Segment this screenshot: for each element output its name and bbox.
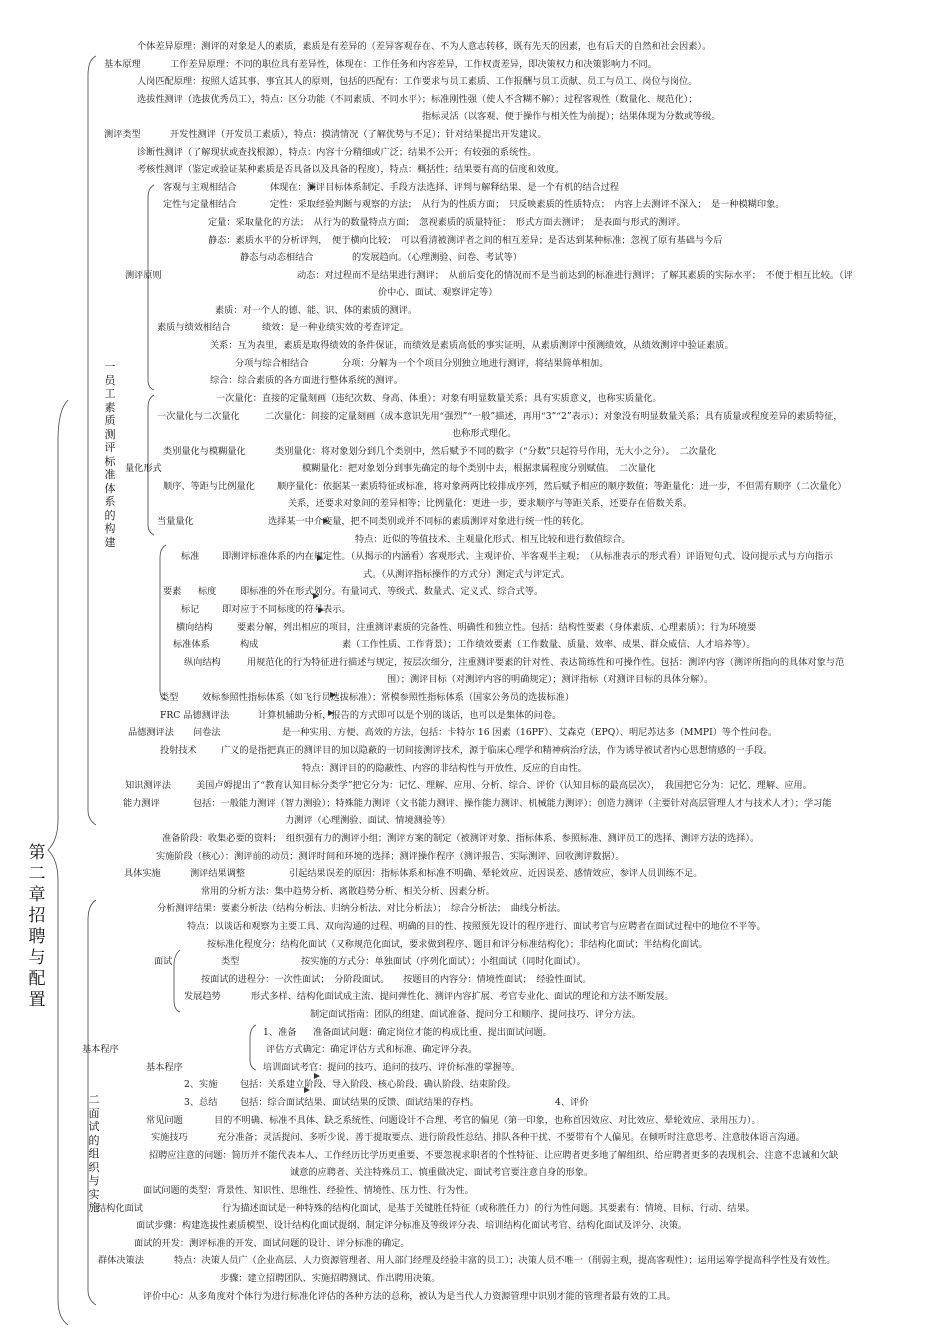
text-line: 定性：采取经验判断与观察的方法； 从行为的性质方面； 只反映素质的性质特点； 内容上去测评不深入； 是一种模糊印象。 xyxy=(270,199,785,210)
text-line: 即测评标准体系的内在规定性。（从揭示的内涵看）客观形式、主观评价、半客观半主观； （从标准表示的形式看）评语短句式、设问提示式与方向指示 xyxy=(222,551,833,562)
text-line: 静态与动态相结合 xyxy=(240,252,314,263)
text-line: 发展趋势 xyxy=(184,991,221,1002)
text-line: 面试 xyxy=(154,956,173,967)
text-line: 准备面试问题：确定岗位才能的构成比重、提出面试问题。 xyxy=(313,1027,552,1038)
text-line: 关系：互为表里，素质是取得绩效的条件保证，而绩效是素质高低的事实证明，从素质测评中预测绩效，从绩效测评中验证素质。 xyxy=(210,340,734,351)
text-line: 4、评价 xyxy=(555,1097,589,1108)
text-line: 一次量化与二次量化 xyxy=(157,411,240,422)
text-line: 要素 xyxy=(163,586,182,597)
text-line: 包括：综合面试结果、面试结果的反馈、面试结果的存档。 xyxy=(240,1097,479,1108)
text-line: 考核性测评（鉴定或验证某种素质是否具备以及具备的程度），特点：概括性；结果要有高的信度和效度。 xyxy=(137,164,565,175)
text-line: 制定面试指南：团队的组建、面试准备、提问分工和顺序、提问技巧、评分方法。 xyxy=(310,1009,641,1020)
text-line: 特点：决策人员广（企业高层、人力资源管理者、用人部门经理及经验丰富的员工）；决策人员不唯一（削弱主观，提高客观性）；运用运筹学提高科学性及有效性。 xyxy=(174,1255,836,1266)
text-line: 广义的是指把真正的测评目的加以隐蔽的一切间接测评技术，源于临床心理学和精神病治疗法，作为诱导被试者内心思想情感的一手段。 xyxy=(221,745,773,756)
text-line: 常用的分析方法：集中趋势分析、离散趋势分析、相关分析、因素分析。 xyxy=(201,886,495,897)
text-line: 1、准备 xyxy=(263,1027,297,1038)
text-line: 客观与主观相结合 xyxy=(163,182,237,193)
text-line: 工作差异原理：不同的职位具有差异性，体现在：工作任务和内容差异，工作权责差异，即决策权力和决策影响力不同。 xyxy=(170,59,657,70)
text-line: 2、实施 xyxy=(184,1079,218,1090)
text-line: 综合：综合素质的各方面进行整体系统的测评。 xyxy=(210,375,403,386)
text-line: 评估方式确定：确定评估方式和标准、确定评分表。 xyxy=(266,1044,478,1055)
text-line: 特点：以谈话和观察为主要工具、双向沟通的过程、明确的目的性、按照预先设计的程序进行、面试考官与应聘者在面试过程中的地位不平等。 xyxy=(187,921,766,932)
text-line: 按面试的进程分：一次性面试； 分阶段面试。 按题目的内容分：情境性面试； 经验性面试。 xyxy=(201,974,592,985)
text-line: 分项与综合相结合 xyxy=(235,358,309,369)
text-line: 式。（从测评指标操作的方式分）测定式与评定式。 xyxy=(363,569,570,580)
text-line: 开发性测评（开发员工素质），特点：摸清情况（了解优势与不足）；针对结果提出开发建议。 xyxy=(170,129,547,140)
text-line: 招聘应注意的问题：简历并不能代表本人、工作经历比学历更重要、不要忽视求职者的个性特征、让应聘者更多地了解组织、给应聘者更多的表现机会、注意不忠诚和欠缺 xyxy=(149,1150,839,1161)
text-line: 类型 xyxy=(160,692,179,703)
text-line: 充分准备；灵活提问、多听少说、善于提取要点、进行阶段性总结、排队各种干扰、不要带有个人偏见。在倾听时注意思考、注意肢体语言沟通。 xyxy=(217,1132,805,1143)
text-line: 力测评（心理测验、面试、情境测验等） xyxy=(285,815,451,826)
section1-title: 一员工素质测评标准体系的构建 xyxy=(104,360,116,549)
interview-brace xyxy=(174,950,180,1012)
text-line: 目的不明确、标准不具体、缺乏系统性、问题设计不合理、考官的偏见（第一印象，也称首因效应、对比效应、晕轮效应、录用压力）。 xyxy=(214,1115,761,1126)
text-line: 动态：对过程而不是结果进行测评； 从前后变化的情况而不是当前达到的标准进行测评；了解其素质的实际水平； 不便于相互比较。（评 xyxy=(297,270,853,281)
text-line: 引起结果误差的原因：指标体系和标准不明确、晕轮效应、近因误差、感情效应、参评人员训练不足。 xyxy=(289,868,703,879)
text-line: 面试步骤：构建选拔性素质模型、设计结构化面试提纲、制定评分标准及等级评分表、培训结构化面试考官、结构化面试及评分、决策。 xyxy=(136,1220,688,1231)
text-line: 常见问题 xyxy=(146,1115,183,1126)
text-line: 要素分解，列出相应的项目，注重测评素质的完备性、明确性和独立性。包括：结构性要素（身体素质、心理素质）；行为环境要 xyxy=(237,622,757,633)
text-line: 行为描述面试是一种特殊的结构化面试，是基于关键胜任特征（或称胜任力）的行为性问题。其要素有：情境、目标、行动、结果。 xyxy=(222,1203,755,1214)
text-line: 按实施的方式分：单独面试（序列化面试）；小组面试（同时化面试）。 xyxy=(301,956,586,967)
text-line: 分析测评结果：要素分析法（结构分析法、归纳分析法、对比分析法）； 综合分析法； 曲线分析法。 xyxy=(157,903,566,914)
text-line: 群体决策法 xyxy=(98,1255,144,1266)
text-line: 包括：一般能力测评（智力测验）；特殊能力测评（文书能力测评、操作能力测评、机械能力测评）；创造力测评（主要针对高层管理人才与技术人才）；学习能 xyxy=(193,798,832,809)
text-line: 标准 xyxy=(181,551,200,562)
text-line: 顺序量化：依据某一素质特征或标准，将对象两两比较排成序列，然后赋予相应的顺序数值；等距量化：进一步，不但需有顺序（二次量化） xyxy=(277,481,847,492)
text-line: FRC 品德测评法 xyxy=(160,710,230,721)
text-line: 类型 xyxy=(221,956,240,967)
text-line: 标记 xyxy=(181,604,200,615)
text-line: 选拔性测评（选拔优秀员工），特点：区分功能（不同素质、不同水平）；标准刚性强（使人不含糊不解）；过程客观性（数量化、规范化）； xyxy=(137,94,698,105)
text-line: 构成 xyxy=(240,639,259,650)
text-line: 类别量化：将对象划分到几个类别中，然后赋予不同的数字（“分数”只起符号作用，无大小之分）。 二次量化 xyxy=(275,446,717,457)
text-line: 价中心、面试、观察评定等） xyxy=(378,287,498,298)
text-line: 素质：对一个人的德、能、识、体的素质的测评。 xyxy=(215,305,418,316)
text-line: 是一种实用、方便、高效的方法，包括：卡特尔 16 因素（16PF）、艾森克（EPQ）、明尼苏达多（MMPI）等个性问卷。 xyxy=(282,727,778,738)
text-line: 能力测评 xyxy=(123,798,160,809)
text-line: 纵向结构 xyxy=(184,657,221,668)
text-line: 效标参照性指标体系（如飞行员选拔标准）；常模参照性指标体系（国家公务员的选拔标准） xyxy=(202,692,575,703)
text-line: 测评结果调整 xyxy=(190,868,246,879)
section1-brace xyxy=(88,56,96,825)
text-line: 准备阶段：收集必要的资料； 组织强有力的测评小组；测评方案的制定（被测评对象、指标体系、参照标准、测评员工的选择、测评方法的选择）。 xyxy=(162,833,760,844)
text-line: 结构化面试 xyxy=(97,1203,143,1214)
text-line: 定性与定量相结合 xyxy=(163,199,237,210)
text-line: 知识测评法 xyxy=(125,780,171,791)
text-line: 关系，还要求对象间的差异相等；比例量化：更进一步，要求顺序与等距关系，还要存在倍数关系。 xyxy=(288,498,693,509)
text-line: 类别量化与模糊量化 xyxy=(163,446,246,457)
chapter-title: 第二章招聘与配置 xyxy=(28,843,46,1010)
text-line: 基本程序 xyxy=(82,1044,119,1055)
text-line: 分项：分解为一个个项目分别独立地进行测评，将结果简单相加。 xyxy=(342,358,609,369)
text-line: 包括：关系建立阶段、导入阶段、核心阶段、确认阶段、结束阶段。 xyxy=(240,1079,516,1090)
text-line: 形式多样、结构化面试成主流、提问弹性化、测评内容扩展、考官专业化、面试的理论和方法不断发展。 xyxy=(251,991,674,1002)
text-line: 也称形式理化。 xyxy=(452,428,517,439)
text-line: 基本原理 xyxy=(104,59,141,70)
text-line: 特点：近似的等值技术、主观量化形式、相互比较和进行数值综合。 xyxy=(355,534,631,545)
main-brace xyxy=(48,400,68,1325)
text-line: 人岗匹配原理：按照人适其事、事宜其人的原则，包括的匹配有：工作要求与员工素质、工作报酬与员工贡献、员工与员工、岗位与岗位。 xyxy=(137,76,698,87)
text-line: 测评类型 xyxy=(104,129,141,140)
text-line: 顺序、等距与比例量化 xyxy=(163,481,255,492)
text-line: 指标灵活（以客观、便于操作与相关性为前提）；结果体现为分数或等级。 xyxy=(422,111,721,122)
text-line: 面试问题的类型：背景性、知识性、思维性、经验性、情境性、压力性、行为性。 xyxy=(143,1185,474,1196)
text-line: 美国卢姆提出了“教育认知目标分类学”把它分为：记忆、理解、应用、分析、综合、评价（认知目标的最高层次）， 我国把它分为：记忆、理解、应用。 xyxy=(196,780,812,791)
standard-brace xyxy=(160,545,166,700)
text-line: 横向结构 xyxy=(176,622,213,633)
text-line: 品德测评法 xyxy=(128,727,174,738)
text-line: 实施阶段（核心）：测评前的动员；测评时间和环境的选择；测评操作程序（测评报告、实际测评、回收测评数据）。 xyxy=(156,851,625,862)
text-line: 素质与绩效相结合 xyxy=(157,322,231,333)
text-line: 特点：测评目的的隐蔽性、内容的非结构性与开放性、反应的自由性。 xyxy=(302,763,587,774)
principles-brace xyxy=(148,185,154,390)
text-line: 按标准化程度分：结构化面试（又称规范化面试，要求做到程序、题目和评分标准结构化）；非结构化面试；半结构化面试。 xyxy=(207,939,708,950)
text-line: 3、总结 xyxy=(184,1097,218,1108)
text-line: 体现在：测评目标体系制定、手段方法选择、评判与解释结果、是一个有机的结合过程 xyxy=(270,182,620,193)
text-line: 培训面试考官：提问的技巧、追问的技巧、评价标准的掌握等。 xyxy=(263,1062,521,1073)
text-line: 用规范化的行为特征进行描述与规定，按层次细分，注重测评要素的针对性、表达简练性和可操作性。包括：测评内容（测评所指向的具体对象与范 xyxy=(247,657,845,668)
text-line: 面试的开发：测评标准的开发、面试问题的设计、评分标准的确定。 xyxy=(134,1238,410,1249)
text-line: 问卷法 xyxy=(193,727,221,738)
text-line: 诊断性测评（了解现状或查找根源），特点：内容十分精细或广泛；结果不公开；有较强的系统性。 xyxy=(137,147,537,158)
text-line: 静态：素质水平的分析评判， 便于横向比较； 可以看清被测评者之间的相互差异；是否达到某种标准；忽视了原有基础与今后 xyxy=(208,235,723,246)
text-line: 当量量化 xyxy=(157,516,194,527)
text-line: 绩效：是一种业绩实效的考查评定。 xyxy=(262,322,409,333)
text-line: 具体实施 xyxy=(124,868,161,879)
prep-brace xyxy=(250,1025,256,1070)
text-line: 二次量化：间接的定量刻画（成本意识先用“强烈”“一般”描述，再用“3”“2”表示）；对象没有明显数量关系；具有质量或程度差异的素质特征， xyxy=(265,411,843,422)
text-line: 标度 xyxy=(198,586,217,597)
text-line: 即标准的外在形式划分。有量词式、等级式、数量式、定义式、综合式等。 xyxy=(240,586,544,597)
text-line: 量化形式 xyxy=(125,463,162,474)
text-line: 即对应于不同标度的符号表示。 xyxy=(222,604,351,615)
text-line: 标准体系 xyxy=(173,639,210,650)
text-line: 诚意的应聘者、关注特殊员工、慎重做决定、面试考官要注意自身的形象。 xyxy=(290,1167,594,1178)
text-line: 步骤：建立招聘团队、实施招聘测试、作出聘用决策。 xyxy=(220,1273,441,1284)
text-line: 定量：采取量化的方法； 从行为的数量特点方面； 忽视素质的质量特征； 形式方面去测评； 是表面与形式的测评。 xyxy=(208,217,686,228)
text-line: 模糊量化：把对象划分到事先确定的每个类别中去，根据隶属程度分别赋值。 二次量化 xyxy=(302,463,656,474)
section2-title: 二面试的组织与实施 xyxy=(88,1093,100,1214)
text-line: 个体差异原理：测评的对象是人的素质，素质是有差异的（差异客观存在、不为人意志转移，既有先天的因素，也有后天的自然和社会因素）。 xyxy=(137,41,712,52)
text-line: 选择某一中介变量，把不同类别或并不同标的素质测评对象进行统一性的转化。 xyxy=(268,516,590,527)
text-line: 投射技术 xyxy=(160,745,197,756)
text-line: 评价中心：从多角度对个体行为进行标准化评估的各种方法的总称，被认为是当代人力资源管理中识别才能的管理者最有效的工具。 xyxy=(143,1291,676,1302)
text-line: 测评原则 xyxy=(125,270,162,281)
text-line: 素（工作性质、工作背景）；工作绩效要素（工作数量、质量、效率、成果、群众威信、人才培养等）。 xyxy=(342,639,756,650)
text-line: 计算机辅助分析，报告的方式即可以是个别的谈话，也可以是集体的问卷。 xyxy=(258,710,562,721)
text-line: 围）；测评目标（对测评内容的明确规定）；测评指标（对测评目标的具体分解）。 xyxy=(387,674,714,685)
text-line: 的发展趋向。（心理测验、问卷、考试等） xyxy=(352,252,522,263)
text-line: 基本程序 xyxy=(146,1062,183,1073)
text-line: 一次量化：直接的定量刻画（违纪次数、身高、体重）；对象有明显数量关系；具有实质意义，也称实质量化。 xyxy=(216,393,662,404)
text-line: 实施技巧 xyxy=(151,1132,188,1143)
